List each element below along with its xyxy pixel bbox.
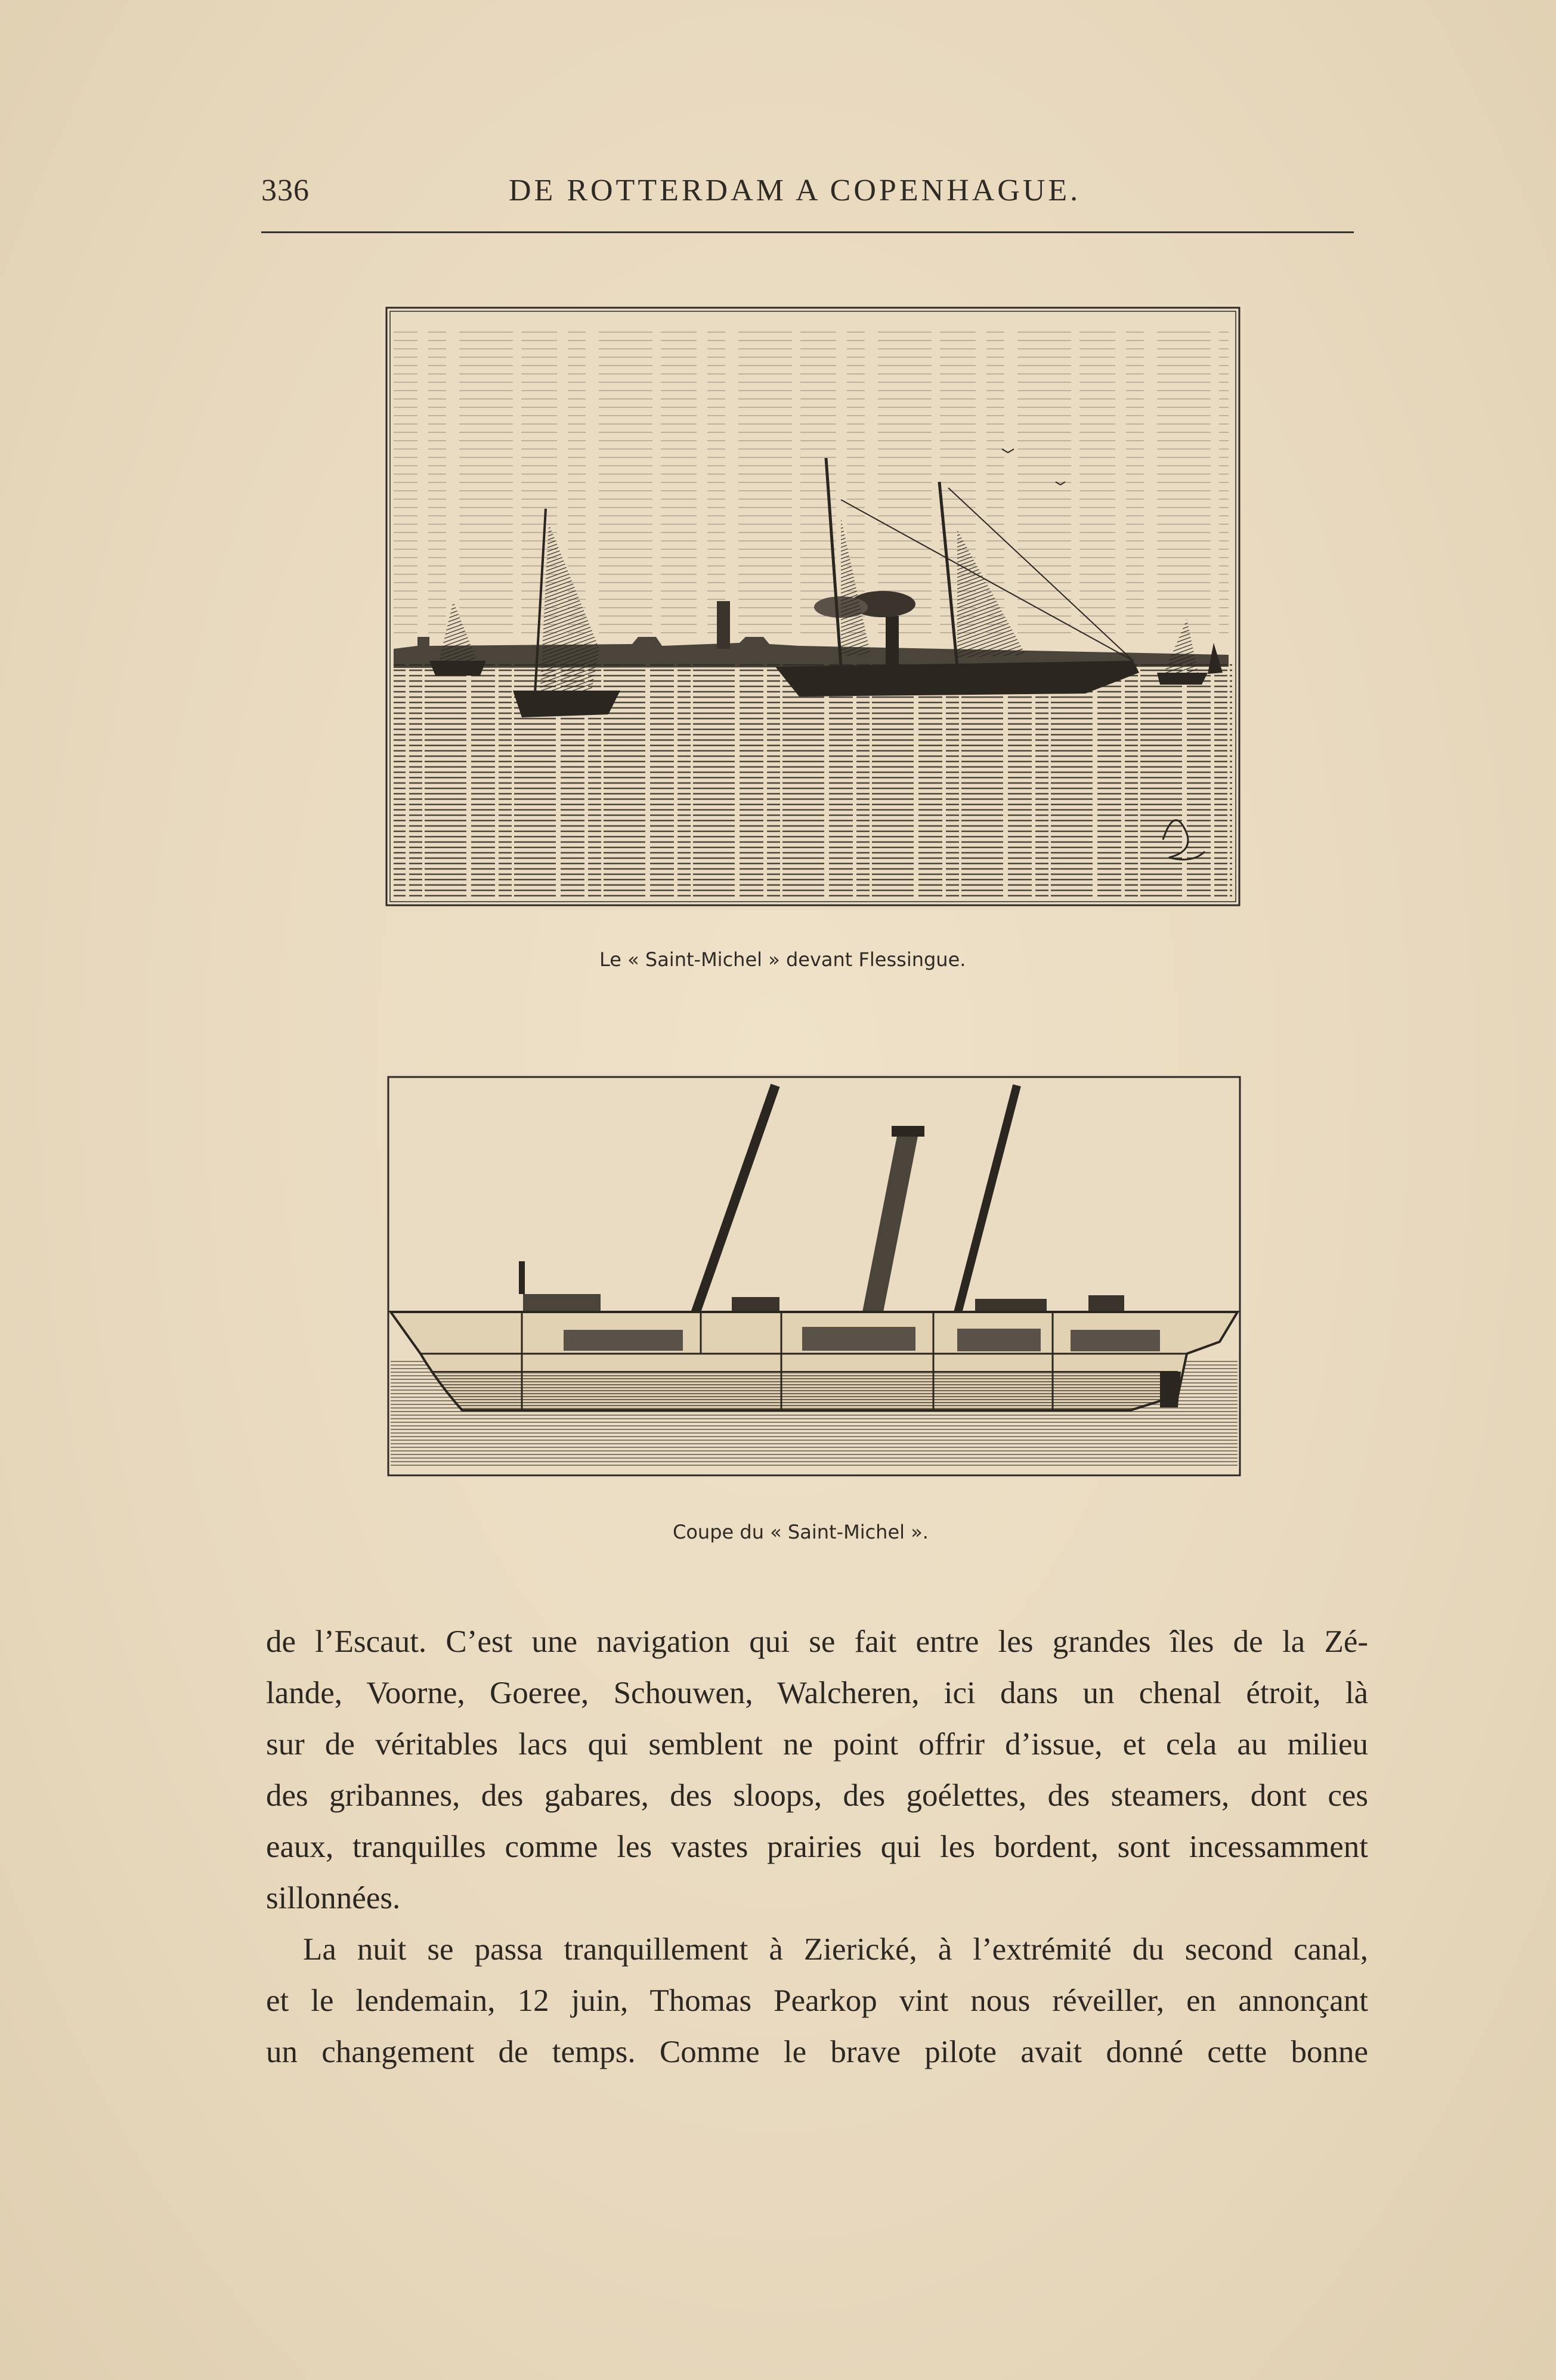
header-rule (261, 231, 1354, 233)
page-number: 336 (261, 174, 310, 208)
running-head: DE ROTTERDAM A COPENHAGUE. (509, 174, 1081, 208)
text-line: sur de véritables lacs qui semblent ne point offrir d’issue, et cela au milieu (266, 1727, 1368, 1762)
text-line: La nuit se passa tranquillement à Zierické, à l’extrémité du second canal, (303, 1932, 1368, 1967)
paragraph-1 (266, 1616, 1368, 1924)
text-line: lande, Voorne, Goeree, Schouwen, Walcheren, ici dans un chenal étroit, là (266, 1676, 1368, 1710)
text-line: un changement de temps. Comme le brave pilote avait donné cette bonne (266, 2035, 1368, 2069)
engraving-ships-flessingue (382, 303, 1244, 910)
text-line: eaux, tranquilles comme les vastes prairies qui les bordent, sont incessamment (266, 1830, 1368, 1864)
paragraph-2 (266, 1924, 1368, 2078)
text-line: sillonnées. (266, 1881, 401, 1915)
engraving-ship-cross-section (385, 1073, 1243, 1479)
body-text (266, 1616, 1368, 2078)
figure-caption-cross-section: Coupe du « Saint-Michel ». (673, 1521, 929, 1543)
text-line: de l’Escaut. C’est une navigation qui se fait entre les grandes îles de la Zé- (266, 1624, 1368, 1659)
text-line: et le lendemain, 12 juin, Thomas Pearkop vint nous réveiller, en annonçant (266, 1983, 1368, 2018)
text-line: des gribannes, des gabares, des sloops, des goélettes, des steamers, dont ces (266, 1778, 1368, 1813)
page-header (261, 173, 1353, 227)
figure-caption-ships: Le « Saint-Michel » devant Flessingue. (599, 948, 966, 971)
